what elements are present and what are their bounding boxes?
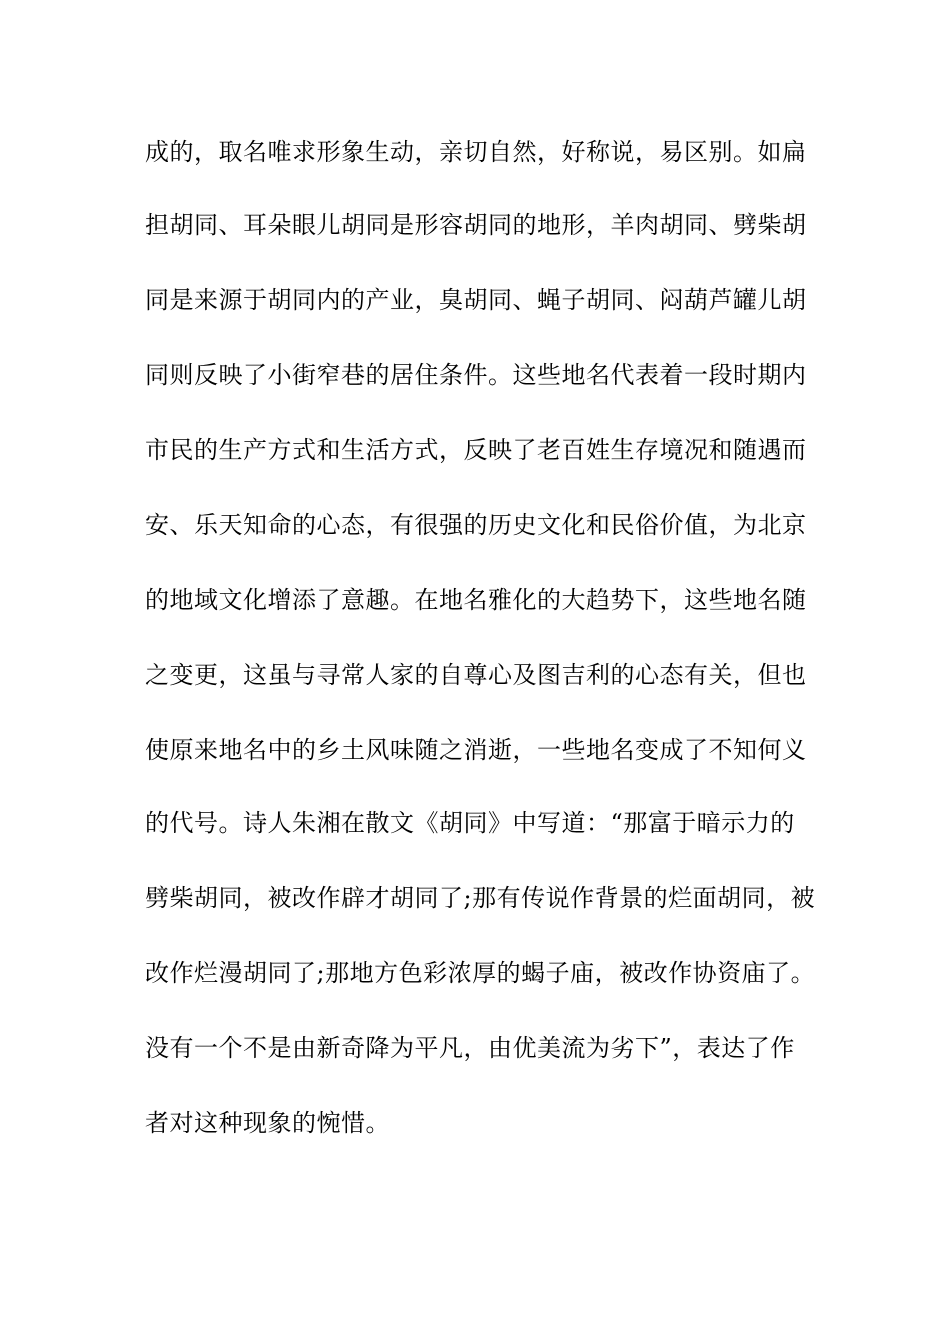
text-line: 之变更，这虽与寻常人家的自尊心及图吉利的心态有关，但也 xyxy=(145,661,807,689)
text-line: 安、乐天知命的心态，有很强的历史文化和民俗价值，为北京 xyxy=(145,511,807,539)
text-line: 担胡同、耳朵眼儿胡同是形容胡同的地形，羊肉胡同、劈柴胡 xyxy=(145,211,807,239)
text-line: 同则反映了小街窄巷的居住条件。这些地名代表着一段时期内 xyxy=(145,361,807,389)
text-line: 改作烂漫胡同了;那地方色彩浓厚的蝎子庙，被改作协资庙了。 xyxy=(145,959,816,987)
text-line: 的代号。诗人朱湘在散文《胡同》中写道：“那富于暗示力的 xyxy=(145,809,795,837)
text-line: 者对这种现象的惋惜。 xyxy=(145,1109,390,1137)
text-line: 没有一个不是由新奇降为平凡，由优美流为劣下”，表达了作 xyxy=(145,1034,795,1062)
text-line: 成的，取名唯求形象生动，亲切自然，好称说，易区别。如扁 xyxy=(145,138,807,166)
text-line: 市民的生产方式和生活方式，反映了老百姓生存境况和随遇而 xyxy=(145,436,807,464)
text-line: 的地域文化增添了意趣。在地名雅化的大趋势下，这些地名随 xyxy=(145,586,807,614)
text-line: 使原来地名中的乡土风味随之消逝，一些地名变成了不知何义 xyxy=(145,736,807,764)
text-line: 同是来源于胡同内的产业，臭胡同、蝇子胡同、闷葫芦罐儿胡 xyxy=(145,286,807,314)
text-line: 劈柴胡同，被改作辟才胡同了;那有传说作背景的烂面胡同，被 xyxy=(145,884,816,912)
